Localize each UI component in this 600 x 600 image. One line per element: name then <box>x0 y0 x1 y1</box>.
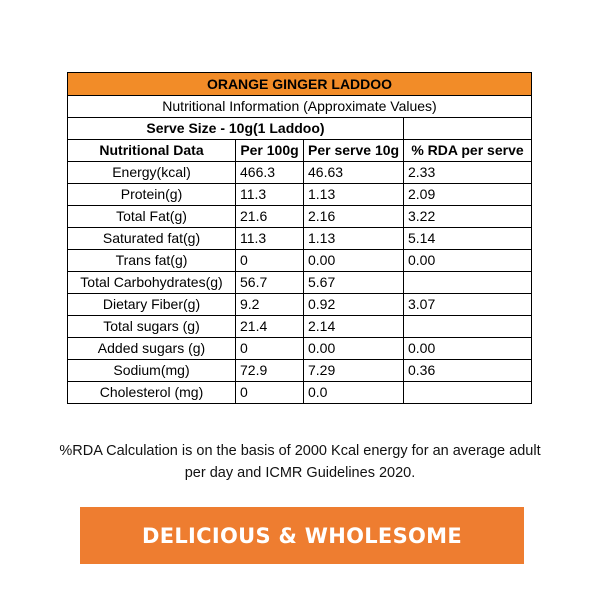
per-100g-value: 9.2 <box>236 294 304 316</box>
table-subtitle-row <box>68 96 532 118</box>
per-serve-value: 0.0 <box>304 382 404 404</box>
rda-value <box>404 382 532 404</box>
per-100g-value: 56.7 <box>236 272 304 294</box>
nutrient-name: Sodium(mg) <box>68 360 236 382</box>
nutrient-name: Total sugars (g) <box>68 316 236 338</box>
header-rda: % RDA per serve <box>404 140 532 162</box>
table-row <box>68 272 532 294</box>
per-serve-value: 0.00 <box>304 338 404 360</box>
nutrient-name: Total Fat(g) <box>68 206 236 228</box>
per-serve-value: 5.67 <box>304 272 404 294</box>
per-serve-value: 2.14 <box>304 316 404 338</box>
per-100g-value: 0 <box>236 382 304 404</box>
rda-value: 2.33 <box>404 162 532 184</box>
rda-value <box>404 272 532 294</box>
table-header-row <box>68 140 532 162</box>
table-title-row <box>68 73 532 96</box>
rda-value: 2.09 <box>404 184 532 206</box>
rda-note-line1: %RDA Calculation is on the basis of 2000 Kcal energy for an average adult <box>59 443 541 459</box>
per-100g-value: 21.6 <box>236 206 304 228</box>
table-row <box>68 250 532 272</box>
rda-value: 0.00 <box>404 338 532 360</box>
table-row <box>68 206 532 228</box>
nutrient-name: Cholesterol (mg) <box>68 382 236 404</box>
table-title: ORANGE GINGER LADDOO <box>68 73 532 96</box>
table-row <box>68 338 532 360</box>
table-row <box>68 360 532 382</box>
table-row <box>68 162 532 184</box>
rda-value: 0.00 <box>404 250 532 272</box>
serve-size-empty-cell <box>404 118 532 140</box>
per-serve-value: 46.63 <box>304 162 404 184</box>
per-100g-value: 21.4 <box>236 316 304 338</box>
nutrition-table-container <box>67 72 531 404</box>
per-100g-value: 0 <box>236 338 304 360</box>
serve-size-row <box>68 118 532 140</box>
per-100g-value: 0 <box>236 250 304 272</box>
header-per-serve: Per serve 10g <box>304 140 404 162</box>
tagline-text: DELICIOUS & WHOLESOME <box>142 523 462 548</box>
per-serve-value: 0.92 <box>304 294 404 316</box>
per-100g-value: 72.9 <box>236 360 304 382</box>
per-100g-value: 11.3 <box>236 184 304 206</box>
nutrient-name: Energy(kcal) <box>68 162 236 184</box>
rda-value: 3.07 <box>404 294 532 316</box>
rda-value: 0.36 <box>404 360 532 382</box>
rda-note <box>40 440 560 484</box>
table-subtitle: Nutritional Information (Approximate Values) <box>68 96 532 118</box>
nutrient-name: Total Carbohydrates(g) <box>68 272 236 294</box>
per-serve-value: 1.13 <box>304 184 404 206</box>
per-100g-value: 466.3 <box>236 162 304 184</box>
rda-value: 5.14 <box>404 228 532 250</box>
per-serve-value: 7.29 <box>304 360 404 382</box>
per-100g-value: 11.3 <box>236 228 304 250</box>
nutrient-name: Trans fat(g) <box>68 250 236 272</box>
rda-value <box>404 316 532 338</box>
table-row <box>68 184 532 206</box>
per-serve-value: 1.13 <box>304 228 404 250</box>
header-nutritional-data: Nutritional Data <box>68 140 236 162</box>
per-serve-value: 0.00 <box>304 250 404 272</box>
rda-value: 3.22 <box>404 206 532 228</box>
table-row <box>68 316 532 338</box>
serve-size: Serve Size - 10g(1 Laddoo) <box>68 118 404 140</box>
nutrient-name: Protein(g) <box>68 184 236 206</box>
nutrient-name: Saturated fat(g) <box>68 228 236 250</box>
rda-note-line2: per day and ICMR Guidelines 2020. <box>184 465 416 481</box>
nutrition-table <box>67 72 532 404</box>
table-row <box>68 294 532 316</box>
nutrient-name: Added sugars (g) <box>68 338 236 360</box>
header-per-100g: Per 100g <box>236 140 304 162</box>
per-serve-value: 2.16 <box>304 206 404 228</box>
nutrient-name: Dietary Fiber(g) <box>68 294 236 316</box>
tagline-banner <box>80 507 524 564</box>
table-row <box>68 228 532 250</box>
table-row <box>68 382 532 404</box>
